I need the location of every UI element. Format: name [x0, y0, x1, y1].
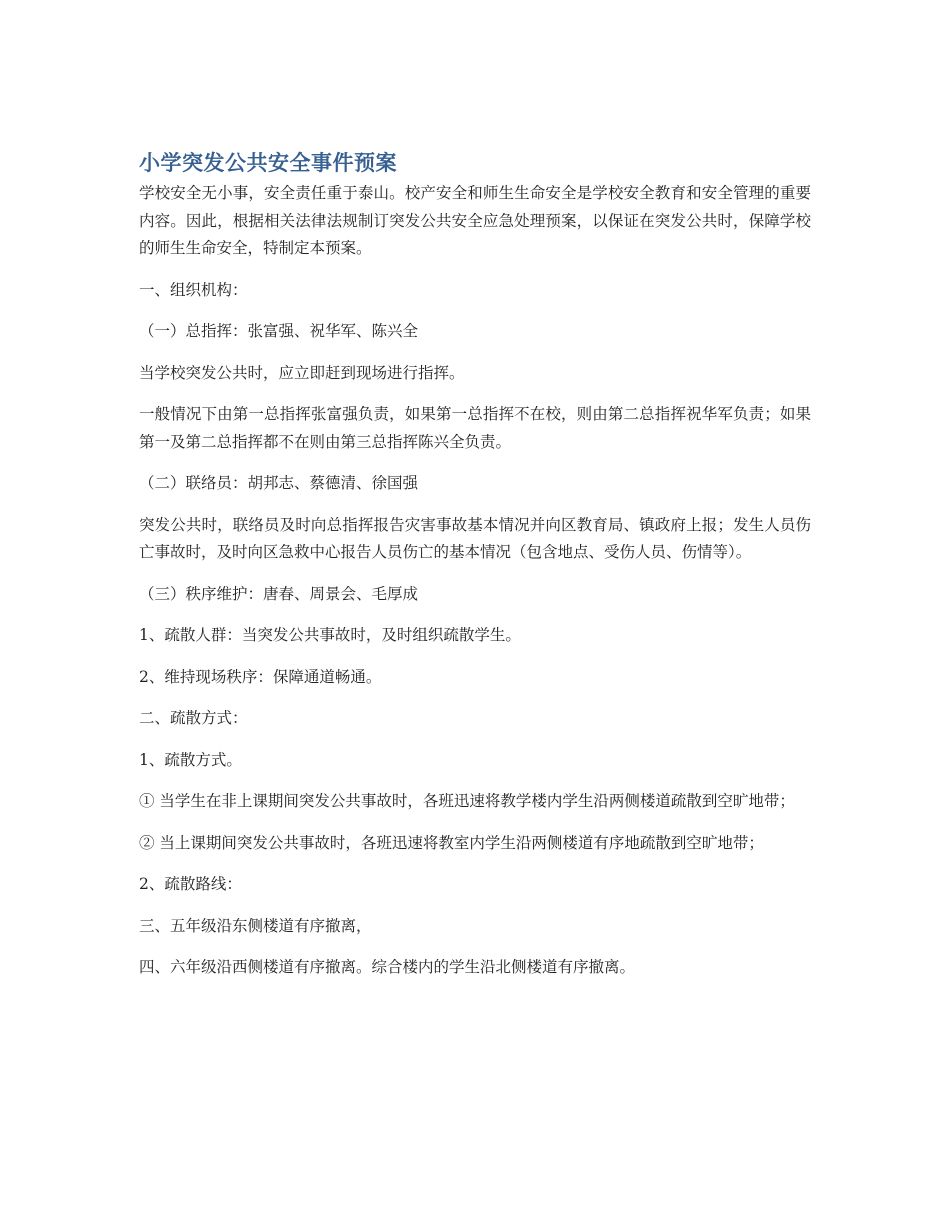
paragraph-liaison-duty: 突发公共时，联络员及时向总指挥报告灾害事故基本情况并向区教育局、镇政府上报；发生人员伤亡事故时，及时向区急救中心报告人员伤亡的基本情况（包含地点、受伤人员、伤情等）。	[139, 515, 811, 561]
paragraph-route-east: 三、五年级沿东侧楼道有序撤离，	[139, 916, 372, 935]
paragraph-evacuation-method: 1、疏散方式。	[139, 750, 242, 769]
paragraph-commander-order: 一般情况下由第一总指挥张富强负责，如果第一总指挥不在校，则由第二总指挥祝华军负责；如果第一及第二总指挥都不在则由第三总指挥陈兴全负责。	[139, 405, 811, 451]
paragraph-liaison: （二）联络员：胡邦志、蔡德清、徐国强	[139, 474, 419, 492]
paragraph-commander: （一）总指挥：张富强、祝华军、陈兴全	[139, 322, 419, 340]
document-title: 小学突发公共安全事件预案	[139, 151, 397, 175]
paragraph-evacuate-crowd: 1、疏散人群：当突发公共事故时，及时组织疏散学生。	[139, 626, 521, 644]
paragraph-section-evacuation: 二、疏散方式：	[139, 709, 248, 727]
document-page	[139, 148, 811, 996]
paragraph-intro: 学校安全无小事，安全责任重于泰山。校产安全和师生生命安全是学校安全教育和安全管理的重要内容。因此，根据相关法律法规制订突发公共安全应急处理预案，以保证在突发公共时，保障学校的师生生命安全，特制定本预案。	[139, 184, 811, 257]
paragraph-method-two: ② 当上课期间突发公共事故时，各班迅速将教室内学生沿两侧楼道有序地疏散到空旷地带；	[139, 833, 764, 852]
paragraph-section-organization: 一、组织机构：	[139, 280, 248, 299]
paragraph-route-west: 四、六年级沿西侧楼道有序撤离。综合楼内的学生沿北侧楼道有序撤离。	[139, 958, 636, 976]
paragraph-method-one: ① 当学生在非上课期间突发公共事故时，各班迅速将教学楼内学生沿两侧楼道疏散到空旷地带；	[139, 792, 795, 810]
paragraph-order-maintenance: （三）秩序维护：唐春、周景会、毛厚成	[139, 584, 419, 603]
paragraph-maintain-order: 2、维持现场秩序：保障通道畅通。	[139, 667, 382, 686]
paragraph-commander-duty: 当学校突发公共时，应立即赶到现场进行指挥。	[139, 363, 465, 382]
paragraph-evacuation-route: 2、疏散路线：	[139, 875, 242, 893]
